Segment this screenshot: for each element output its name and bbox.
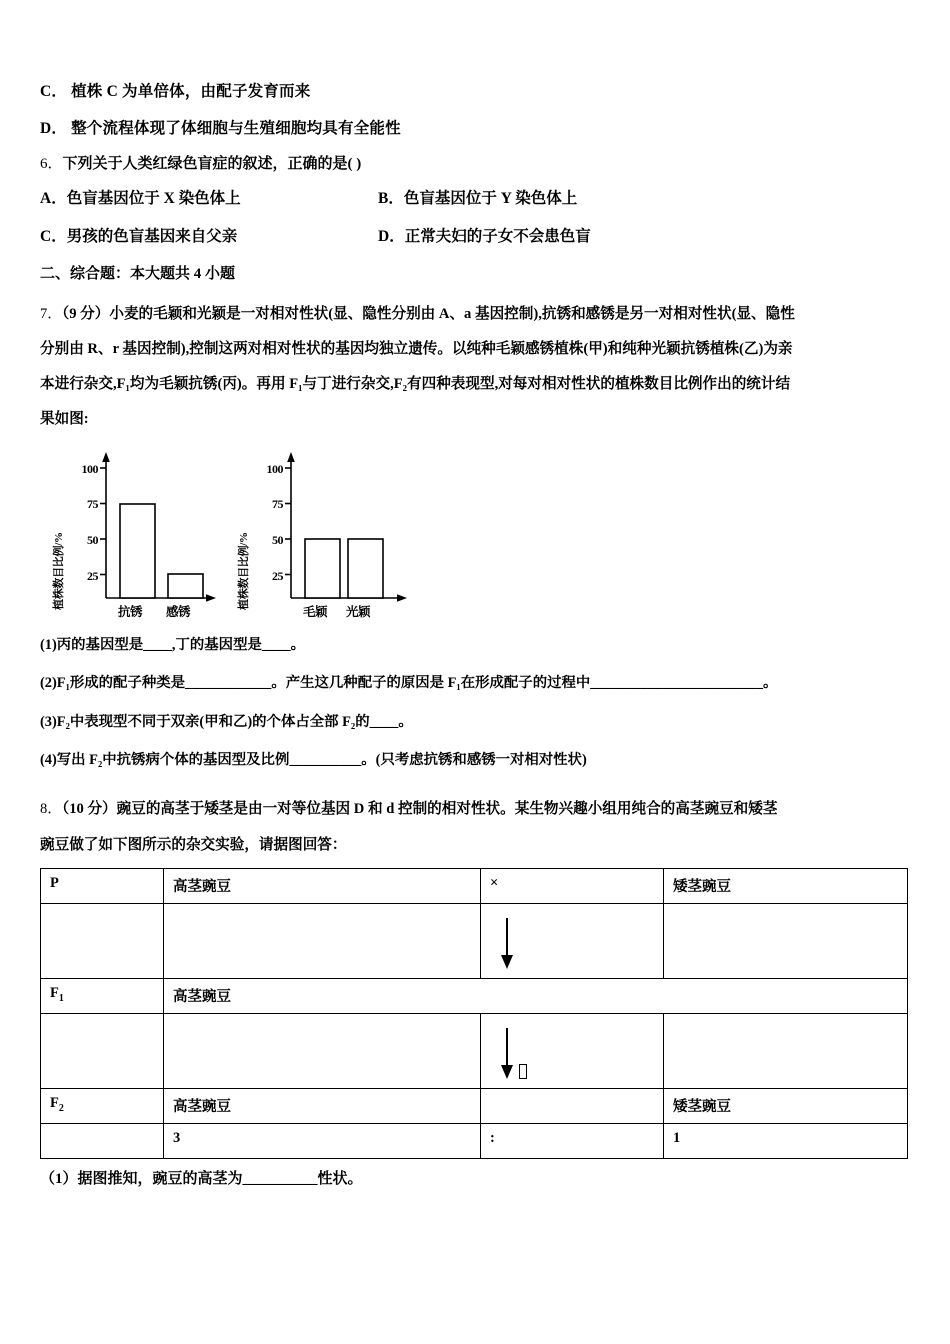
cell-ratio-colon: :: [481, 1123, 664, 1158]
q6-option-b-text: 色盲基因位于 Y 染色体上: [403, 190, 578, 207]
q6-option-a: [40, 191, 241, 207]
cell-arrow2-blank-left: [41, 1013, 164, 1088]
cell-ratio-label: [41, 1123, 164, 1158]
arrow-down-icon-2: [500, 1028, 540, 1082]
q5-option-d: [40, 121, 912, 137]
q6-option-d: [378, 229, 591, 245]
arrow-head: [501, 955, 513, 969]
cell-f2-phenotype-dwarf: 矮茎豌豆: [664, 1088, 908, 1123]
q8-sub-1: （1）据图推知，豌豆的高茎为__________性状。: [40, 1170, 363, 1187]
q5-option-c-label: C．: [40, 83, 68, 100]
bar-chart-glume: [233, 450, 448, 628]
chart2-y-axis-label: 植株数目比例/%: [238, 532, 250, 610]
page-content: [40, 84, 912, 1187]
q8-text-1: 豌豆的高茎于矮茎是由一对等位基因 D 和 d 控制的相对性状。某生物兴趣小组用纯合的高茎豌豆和矮茎: [116, 800, 778, 817]
q5-option-d-label: D．: [40, 119, 68, 137]
q7-paragraph-1: [40, 298, 912, 331]
cell-arrow2: [481, 1013, 664, 1088]
cell-p-cross-symbol: ×: [481, 868, 664, 903]
chart1-ytick-25: 25: [87, 569, 98, 583]
table-row-f2: [41, 1088, 908, 1123]
q7-figure: [40, 450, 912, 628]
chart1-ytick-50: 50: [87, 533, 98, 547]
cell-arrow1-blank-left: [41, 903, 164, 978]
f2-subscript: 2: [58, 1102, 64, 1114]
q5-option-c-text: 植株 C 为单倍体，由配子发育而来: [71, 83, 311, 100]
q6-stem-text: 下列关于人类红绿色盲症的叙述，正确的是( ): [62, 156, 362, 172]
cell-arrow1-blank-mid: [164, 903, 481, 978]
cell-f2-label: $F_2$: [41, 1088, 164, 1123]
chart2-xtick-1: 光颖: [346, 605, 371, 619]
q5-option-d-text: 整个流程体现了体细胞与生殖细胞均具有全能性: [71, 119, 401, 137]
chart1-xtick-1: 感锈: [166, 605, 191, 619]
table-row-ratio: [41, 1123, 908, 1158]
cell-p-parent1: 高茎豌豆: [164, 868, 481, 903]
cell-ratio-dwarf: 1: [664, 1123, 908, 1158]
bar-chart-rust: [48, 450, 263, 628]
q7-sub-4: (4)写出 F₂中抗锈病个体的基因型及比例__________。(只考虑抗锈和感锈一对相对性状): [40, 752, 587, 769]
q6-option-d-text: 正常夫妇的子女不会患色盲: [404, 228, 591, 245]
chart2-xtick-0: 毛颖: [303, 605, 328, 619]
cell-f1-phenotype: 高茎豌豆: [164, 978, 908, 1013]
cell-f2-phenotype-tall: 高茎豌豆: [164, 1088, 481, 1123]
table-row-p: [41, 868, 908, 903]
cell-p-parent2: 矮茎豌豆: [664, 868, 908, 903]
chart1-xtick-0: 抗锈: [118, 605, 143, 619]
missing-glyph-box-icon: [519, 1064, 527, 1079]
chart2-ytick-50: 50: [272, 533, 283, 547]
q6-option-b: [378, 191, 577, 207]
q6-option-a-text: 色盲基因位于 X 染色体上: [66, 190, 241, 207]
cross-experiment-table: [40, 868, 908, 1159]
q7-sub-2: (2)F₁形成的配子种类是____________。产生这几种配子的原因是 F₁在形成配子的过程中________________________。: [40, 675, 778, 692]
q6-option-d-label: D．: [378, 228, 405, 245]
f1-subscript: 1: [58, 992, 64, 1004]
q6-option-b-label: B．: [378, 190, 404, 207]
cell-arrow1-blank-right: [664, 903, 908, 978]
table-row-arrow-1: [41, 903, 908, 978]
chart2-ytick-25: 25: [272, 569, 283, 583]
q7-score: （9 分）: [61, 306, 110, 322]
cell-p-label: P: [41, 868, 164, 903]
q7-text-1: 小麦的毛颖和光颖是一对相对性状(显、隐性分别由 A、a 基因控制),抗锈和感锈是另一对相对性状(显、隐性: [109, 306, 795, 322]
cell-ratio-tall: 3: [164, 1123, 481, 1158]
q6-stem-line: [40, 157, 912, 172]
q8-paragraph-1: [40, 792, 912, 826]
chart1-ytick-75: 75: [87, 497, 98, 511]
q6-option-c-label: C．: [40, 228, 67, 245]
q7-paragraph-3: 本进行杂交,F₁均为毛颖抗锈(丙)。再用 F₁与丁进行杂交,F₂有四种表现型,对每对相对性状的植株数目比例作出的统计结: [40, 376, 791, 392]
chart2-ytick-75: 75: [272, 497, 283, 511]
q6-number: 6．: [40, 156, 63, 172]
cell-arrow2-blank-mid: [164, 1013, 481, 1088]
chart1-y-axis-label: 植株数目比例/%: [53, 532, 65, 610]
q8-paragraph-2: 豌豆做了如下图所示的杂交实验，请据图回答：: [40, 836, 347, 853]
cell-f2-empty: [481, 1088, 664, 1123]
chart1-ytick-100: 100: [81, 462, 98, 476]
q7-sub-3: (3)F₂中表现型不同于双亲(甲和乙)的个体占全部 F₂的____。: [40, 713, 413, 730]
q6-options-row-1: [40, 191, 912, 208]
q7-sub-1: (1)丙的基因型是____,丁的基因型是____。: [40, 637, 306, 653]
chart2-ytick-100: 100: [266, 462, 283, 476]
q7-paragraph-2: 分别由 R、r 基因控制),控制这两对相对性状的基因均独立遗传。以纯种毛颖感锈植株(甲)和纯种光颖抗锈植株(乙)为亲: [40, 341, 793, 357]
cell-arrow2-blank-right: [664, 1013, 908, 1088]
cell-f1-label: $F_1$: [41, 978, 164, 1013]
q7-number: 7．: [40, 306, 62, 322]
q6-option-c: [40, 229, 237, 245]
section-2-heading: 二、综合题：本大题共 4 小题: [40, 266, 236, 282]
arrow-down-icon: [500, 918, 540, 972]
table-row-arrow-2: [41, 1013, 908, 1088]
q8-number: 8．: [40, 800, 62, 817]
table-row-f1: [41, 978, 908, 1013]
q6-option-c-text: 男孩的色盲基因来自父亲: [66, 228, 238, 245]
cell-arrow1: [481, 903, 664, 978]
arrow-head-2: [501, 1065, 513, 1079]
q7-paragraph-4: 果如图:: [40, 411, 89, 427]
q8-score: （10 分）: [61, 800, 117, 817]
q6-options-row-2: [40, 229, 912, 246]
q5-option-c: [40, 84, 912, 100]
arrow-stem-2: [506, 1028, 508, 1068]
q6-option-a-label: A．: [40, 190, 67, 207]
arrow-stem: [506, 918, 508, 958]
